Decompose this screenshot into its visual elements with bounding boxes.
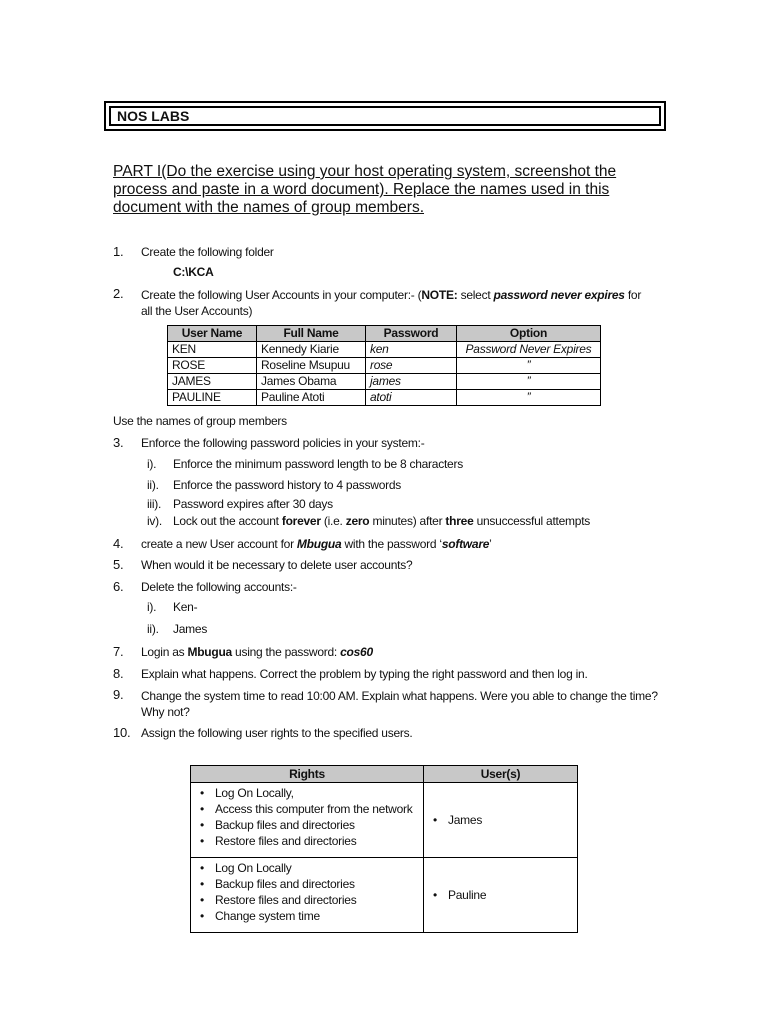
item-3-number: 3.	[113, 435, 124, 450]
user-rights-table	[190, 765, 578, 933]
table-row	[168, 342, 601, 358]
item-6-ii-number: ii).	[147, 622, 159, 636]
part-heading: PART I(Do the exercise using your host operating system, screenshot the process and paste in a word document). Replace the names used in this document with the names of group members.	[113, 163, 617, 216]
item-1-number: 1.	[113, 244, 124, 259]
item-1-text: Create the following folder	[141, 245, 274, 259]
option-cell: ”	[457, 358, 601, 374]
list-item: • Log On Locally	[215, 860, 423, 876]
list-item: • Restore files and directories	[215, 892, 423, 908]
item-9-number: 9.	[113, 687, 124, 702]
item-9-text: Change the system time to read 10:00 AM. Explain what happens. Were you able to change the time? Why not?	[141, 689, 658, 719]
user-accounts-table	[167, 325, 601, 406]
full-name-cell: Pauline Atoti	[257, 390, 366, 406]
full-name-cell: James Obama	[257, 374, 366, 390]
password-cell: atoti	[366, 390, 457, 406]
user-cell	[424, 783, 578, 858]
item-2-number: 2.	[113, 286, 124, 301]
item-3-ii-number: ii).	[147, 478, 159, 492]
option-cell: ”	[457, 374, 601, 390]
list-item: • James	[448, 812, 577, 828]
item-10-number: 10.	[113, 725, 131, 740]
table-header-row	[191, 766, 578, 783]
use-names-note: Use the names of group members	[113, 414, 287, 428]
title-box-inner	[109, 106, 661, 126]
item-2-text: Create the following User Accounts in your computer:- (NOTE: select password never expires for all the User Accounts)	[141, 288, 642, 318]
table-header-row	[168, 326, 601, 342]
item-7-number: 7.	[113, 644, 124, 659]
table-row	[191, 858, 578, 933]
header-full-name: Full Name	[257, 326, 366, 342]
table-row	[191, 783, 578, 858]
user-name-cell: PAULINE	[168, 390, 257, 406]
list-item: • Log On Locally,	[215, 785, 423, 801]
item-5-text: When would it be necessary to delete user accounts?	[141, 558, 413, 572]
item-3-ii-text: Enforce the password history to 4 passwords	[173, 478, 402, 492]
item-6-number: 6.	[113, 579, 124, 594]
rights-list	[191, 785, 423, 849]
folder-path: C:\KCA	[173, 265, 214, 279]
password-cell: rose	[366, 358, 457, 374]
list-item: • Change system time	[215, 908, 423, 924]
item-4-number: 4.	[113, 536, 124, 551]
item-3-iii-number: iii).	[147, 497, 162, 511]
option-cell: Password Never Expires	[457, 342, 601, 358]
item-8-number: 8.	[113, 666, 124, 681]
table-row	[168, 358, 601, 374]
user-name-cell: JAMES	[168, 374, 257, 390]
page-title: NOS LABS	[117, 108, 190, 124]
header-option: Option	[457, 326, 601, 342]
item-3-text: Enforce the following password policies in your system:-	[141, 436, 425, 450]
item-3-iv-number: iv).	[147, 514, 162, 528]
item-6-i-number: i).	[147, 600, 157, 614]
password-cell: ken	[366, 342, 457, 358]
item-4-text: create a new User account for Mbugua with the password ‘software’	[141, 537, 492, 551]
title-box	[104, 101, 666, 131]
full-name-cell: Roseline Msupuu	[257, 358, 366, 374]
list-item: • Backup files and directories	[215, 876, 423, 892]
user-list	[424, 812, 577, 828]
item-3-i-text: Enforce the minimum password length to be 8 characters	[173, 457, 463, 471]
item-5-number: 5.	[113, 557, 124, 572]
rights-list	[191, 860, 423, 924]
password-cell: james	[366, 374, 457, 390]
header-password: Password	[366, 326, 457, 342]
table-row	[168, 390, 601, 406]
item-10-text: Assign the following user rights to the specified users.	[141, 726, 413, 740]
list-item: • Pauline	[448, 887, 577, 903]
item-3-i-number: i).	[147, 457, 157, 471]
item-7-text: Login as Mbugua using the password: cos60	[141, 645, 373, 659]
item-6-text: Delete the following accounts:-	[141, 580, 297, 594]
user-list	[424, 887, 577, 903]
item-6-ii-text: James	[173, 622, 208, 636]
item-3-iv-text: Lock out the account forever (i.e. zero minutes) after three unsuccessful attempts	[173, 514, 591, 528]
item-8-text: Explain what happens. Correct the problem by typing the right password and then log in.	[141, 667, 588, 681]
rights-cell	[191, 783, 424, 858]
user-name-cell: KEN	[168, 342, 257, 358]
table-row	[168, 374, 601, 390]
list-item: • Access this computer from the network	[215, 801, 423, 817]
list-item: • Restore files and directories	[215, 833, 423, 849]
user-cell	[424, 858, 578, 933]
full-name-cell: Kennedy Kiarie	[257, 342, 366, 358]
item-6-i-text: Ken-	[173, 600, 198, 614]
header-user-name: User Name	[168, 326, 257, 342]
list-item: • Backup files and directories	[215, 817, 423, 833]
header-users: User(s)	[424, 766, 578, 783]
option-cell: ”	[457, 390, 601, 406]
header-rights: Rights	[191, 766, 424, 783]
user-name-cell: ROSE	[168, 358, 257, 374]
item-3-iii-text: Password expires after 30 days	[173, 497, 333, 511]
rights-cell	[191, 858, 424, 933]
